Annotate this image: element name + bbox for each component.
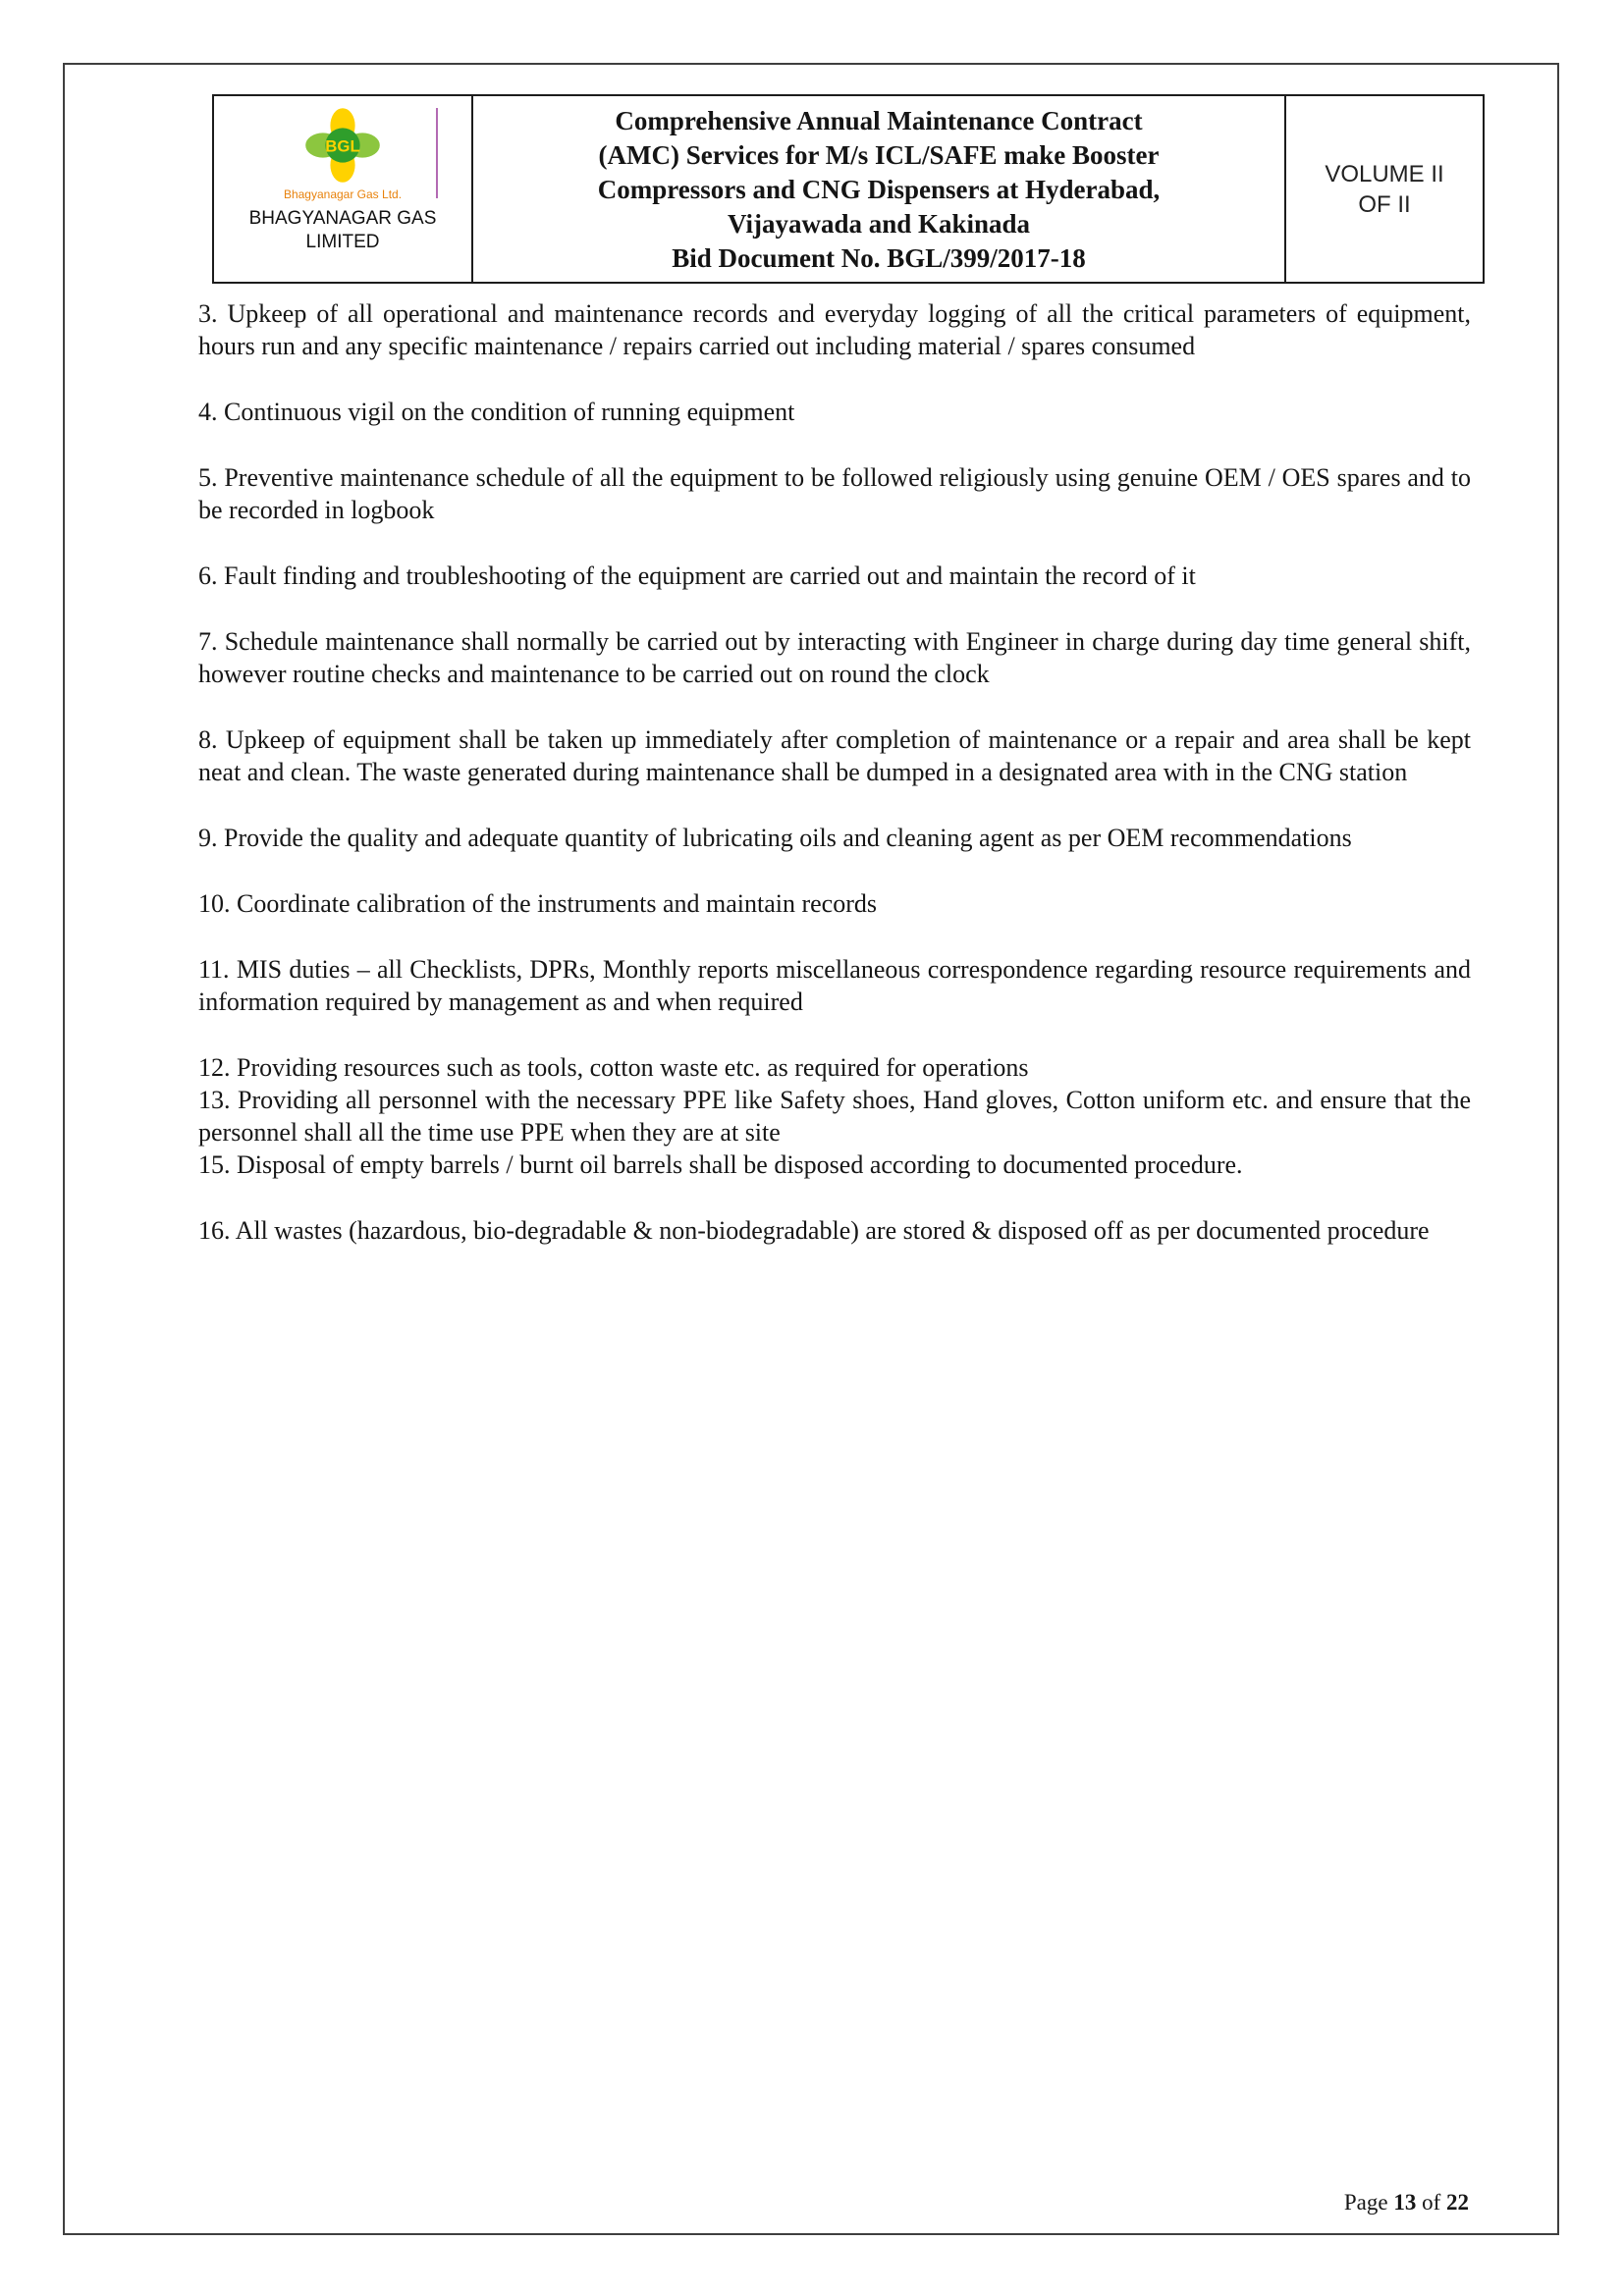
header-title-line: Comprehensive Annual Maintenance Contract (615, 106, 1143, 135)
header-title-line: Compressors and CNG Dispensers at Hyderabad, (597, 175, 1161, 204)
paragraph: 9. Provide the quality and adequate quantity of lubricating oils and cleaning agent as per OEM recommendations (198, 824, 1352, 852)
footer-page-middle: of (1416, 2190, 1446, 2215)
footer-page-number: 13 (1393, 2190, 1417, 2215)
header-title-line: Bid Document No. BGL/399/2017-18 (672, 243, 1086, 273)
company-name (244, 207, 441, 254)
logo-divider (436, 108, 438, 198)
page-border (63, 63, 1559, 2235)
company-name-line: BHAGYANAGAR GAS (248, 208, 437, 229)
paragraph: 6. Fault finding and troubleshooting of the equipment are carried out and maintain the record of it (198, 561, 1196, 590)
paragraph: 16. All wastes (hazardous, bio-degradable & non-biodegradable) are stored & disposed off as per documented procedure (198, 1216, 1430, 1245)
bgl-logo-icon (301, 104, 384, 187)
header-title-line: Vijayawada and Kakinada (727, 209, 1031, 239)
paragraph: 7. Schedule maintenance shall normally be carried out by interacting with Engineer in charge during day time general shift, however routine checks and maintenance to be carried out on round the clock (198, 627, 1471, 688)
volume-line: VOLUME II (1325, 160, 1444, 187)
logo-cell (214, 96, 473, 282)
header-title (473, 96, 1286, 282)
paragraph: 4. Continuous vigil on the condition of running equipment (198, 398, 795, 426)
paragraph: 8. Upkeep of equipment shall be taken up immediately after completion of maintenance or a repair and area shall be kept neat and clean. The waste generated during maintenance shall be dumped in a designated area with in the CNG station (198, 725, 1471, 786)
logo-subtext: Bhagyanagar Gas Ltd. (283, 187, 403, 201)
paragraph: 10. Coordinate calibration of the instruments and maintain records (198, 889, 877, 918)
page-footer (1344, 2190, 1469, 2216)
paragraph: 5. Preventive maintenance schedule of all the equipment to be followed religiously using genuine OEM / OES spares and to be recorded in logbook (198, 463, 1471, 524)
document-header (212, 94, 1485, 284)
header-title-line: (AMC) Services for M/s ICL/SAFE make Booster (598, 140, 1160, 170)
paragraph: 15. Disposal of empty barrels / burnt oil barrels shall be disposed according to documented procedure. (198, 1150, 1243, 1179)
volume-line: OF II (1358, 190, 1411, 218)
paragraph: 12. Providing resources such as tools, cotton waste etc. as required for operations (198, 1053, 1029, 1082)
paragraph: 11. MIS duties – all Checklists, DPRs, Monthly reports miscellaneous correspondence regarding resource requirements and information required by management as and when required (198, 955, 1471, 1016)
paragraph: 13. Providing all personnel with the necessary PPE like Safety shoes, Hand gloves, Cotton uniform etc. and ensure that the personnel shall all the time use PPE when they are at site (198, 1086, 1471, 1147)
document-body (198, 297, 1471, 1247)
footer-page-prefix: Page (1343, 2190, 1394, 2215)
company-name-line: LIMITED (305, 232, 380, 252)
footer-page-total: 22 (1446, 2190, 1469, 2215)
volume-cell (1286, 96, 1483, 282)
logo-acronym: BGL (325, 136, 360, 156)
paragraph: 3. Upkeep of all operational and maintenance records and everyday logging of all the critical parameters of equipment, hours run and any specific maintenance / repairs carried out including material / spares consumed (198, 299, 1471, 360)
